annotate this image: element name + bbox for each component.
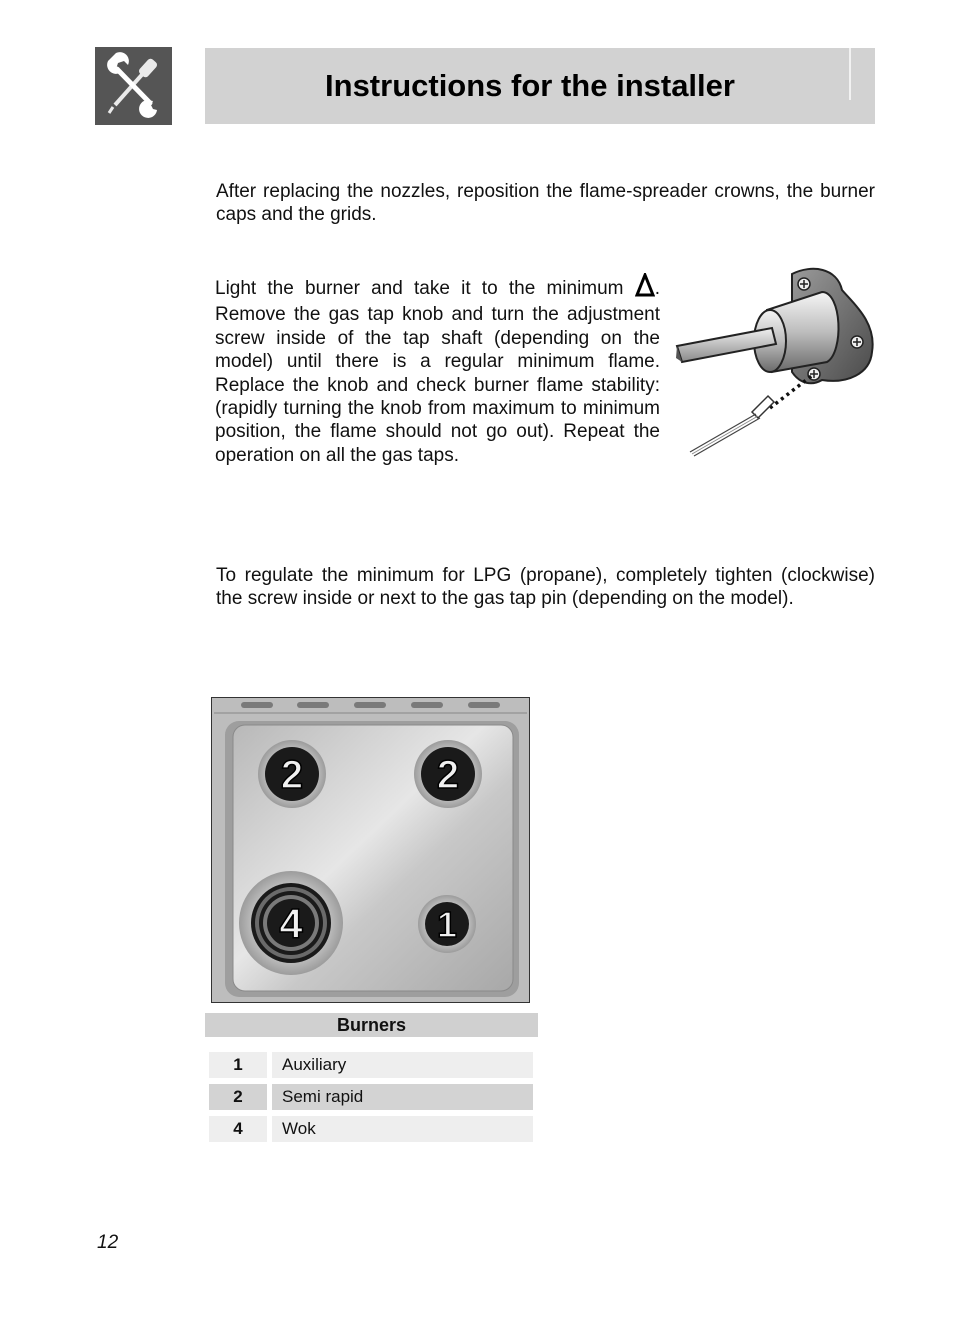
burner-label-front-right: 1 <box>436 904 458 945</box>
burners-table-heading: Burners <box>205 1013 538 1037</box>
burner-front-right <box>418 895 476 953</box>
table-row <box>209 1116 533 1142</box>
burner-label-front-left: 4 <box>279 900 303 947</box>
minimum-flame-triangle-icon <box>635 273 655 303</box>
burner-rear-right <box>414 740 482 808</box>
table-row <box>209 1084 533 1110</box>
burner-number: 2 <box>209 1084 267 1110</box>
burner-label-rear-left: 2 <box>280 753 304 797</box>
minimum-text-end: . Remove the gas tap knob and turn the adjustment screw inside of the tap shaft (depending on the model) until there is a regular minimum flame. Replace the knob and check burner flame stability: (rapidly turning the knob from maximum to minimum position, the flame should not go out). Repeat the operation on all the gas taps. <box>215 278 660 466</box>
burner-front-left <box>239 871 343 975</box>
burner-name: Auxiliary <box>272 1052 533 1078</box>
lpg-paragraph: To regulate the minimum for LPG (propane), completely tighten (clockwise) the screw inside or next to the gas tap pin (depending on the model). <box>216 565 875 610</box>
burner-label-rear-right: 2 <box>436 753 460 797</box>
burner-rear-left <box>258 740 326 808</box>
tools-icon <box>95 47 172 125</box>
burner-name: Semi rapid <box>272 1084 533 1110</box>
minimum-adjustment-paragraph <box>215 273 660 467</box>
burner-name: Wok <box>272 1116 533 1142</box>
minimum-text-start: Light the burner and take it to the minimum <box>215 278 635 299</box>
gas-tap-illustration <box>672 262 877 463</box>
table-row <box>209 1052 533 1078</box>
burners-table <box>209 1052 533 1148</box>
nozzles-paragraph: After replacing the nozzles, reposition the flame-spreader crowns, the burner caps and the grids. <box>216 181 875 226</box>
burner-number: 4 <box>209 1116 267 1142</box>
page-title: Instructions for the installer <box>325 68 735 103</box>
hob-diagram <box>211 697 530 1008</box>
header-bar <box>205 48 875 124</box>
header-divider <box>849 48 851 100</box>
burner-number: 1 <box>209 1052 267 1078</box>
page-number: 12 <box>97 1232 119 1253</box>
